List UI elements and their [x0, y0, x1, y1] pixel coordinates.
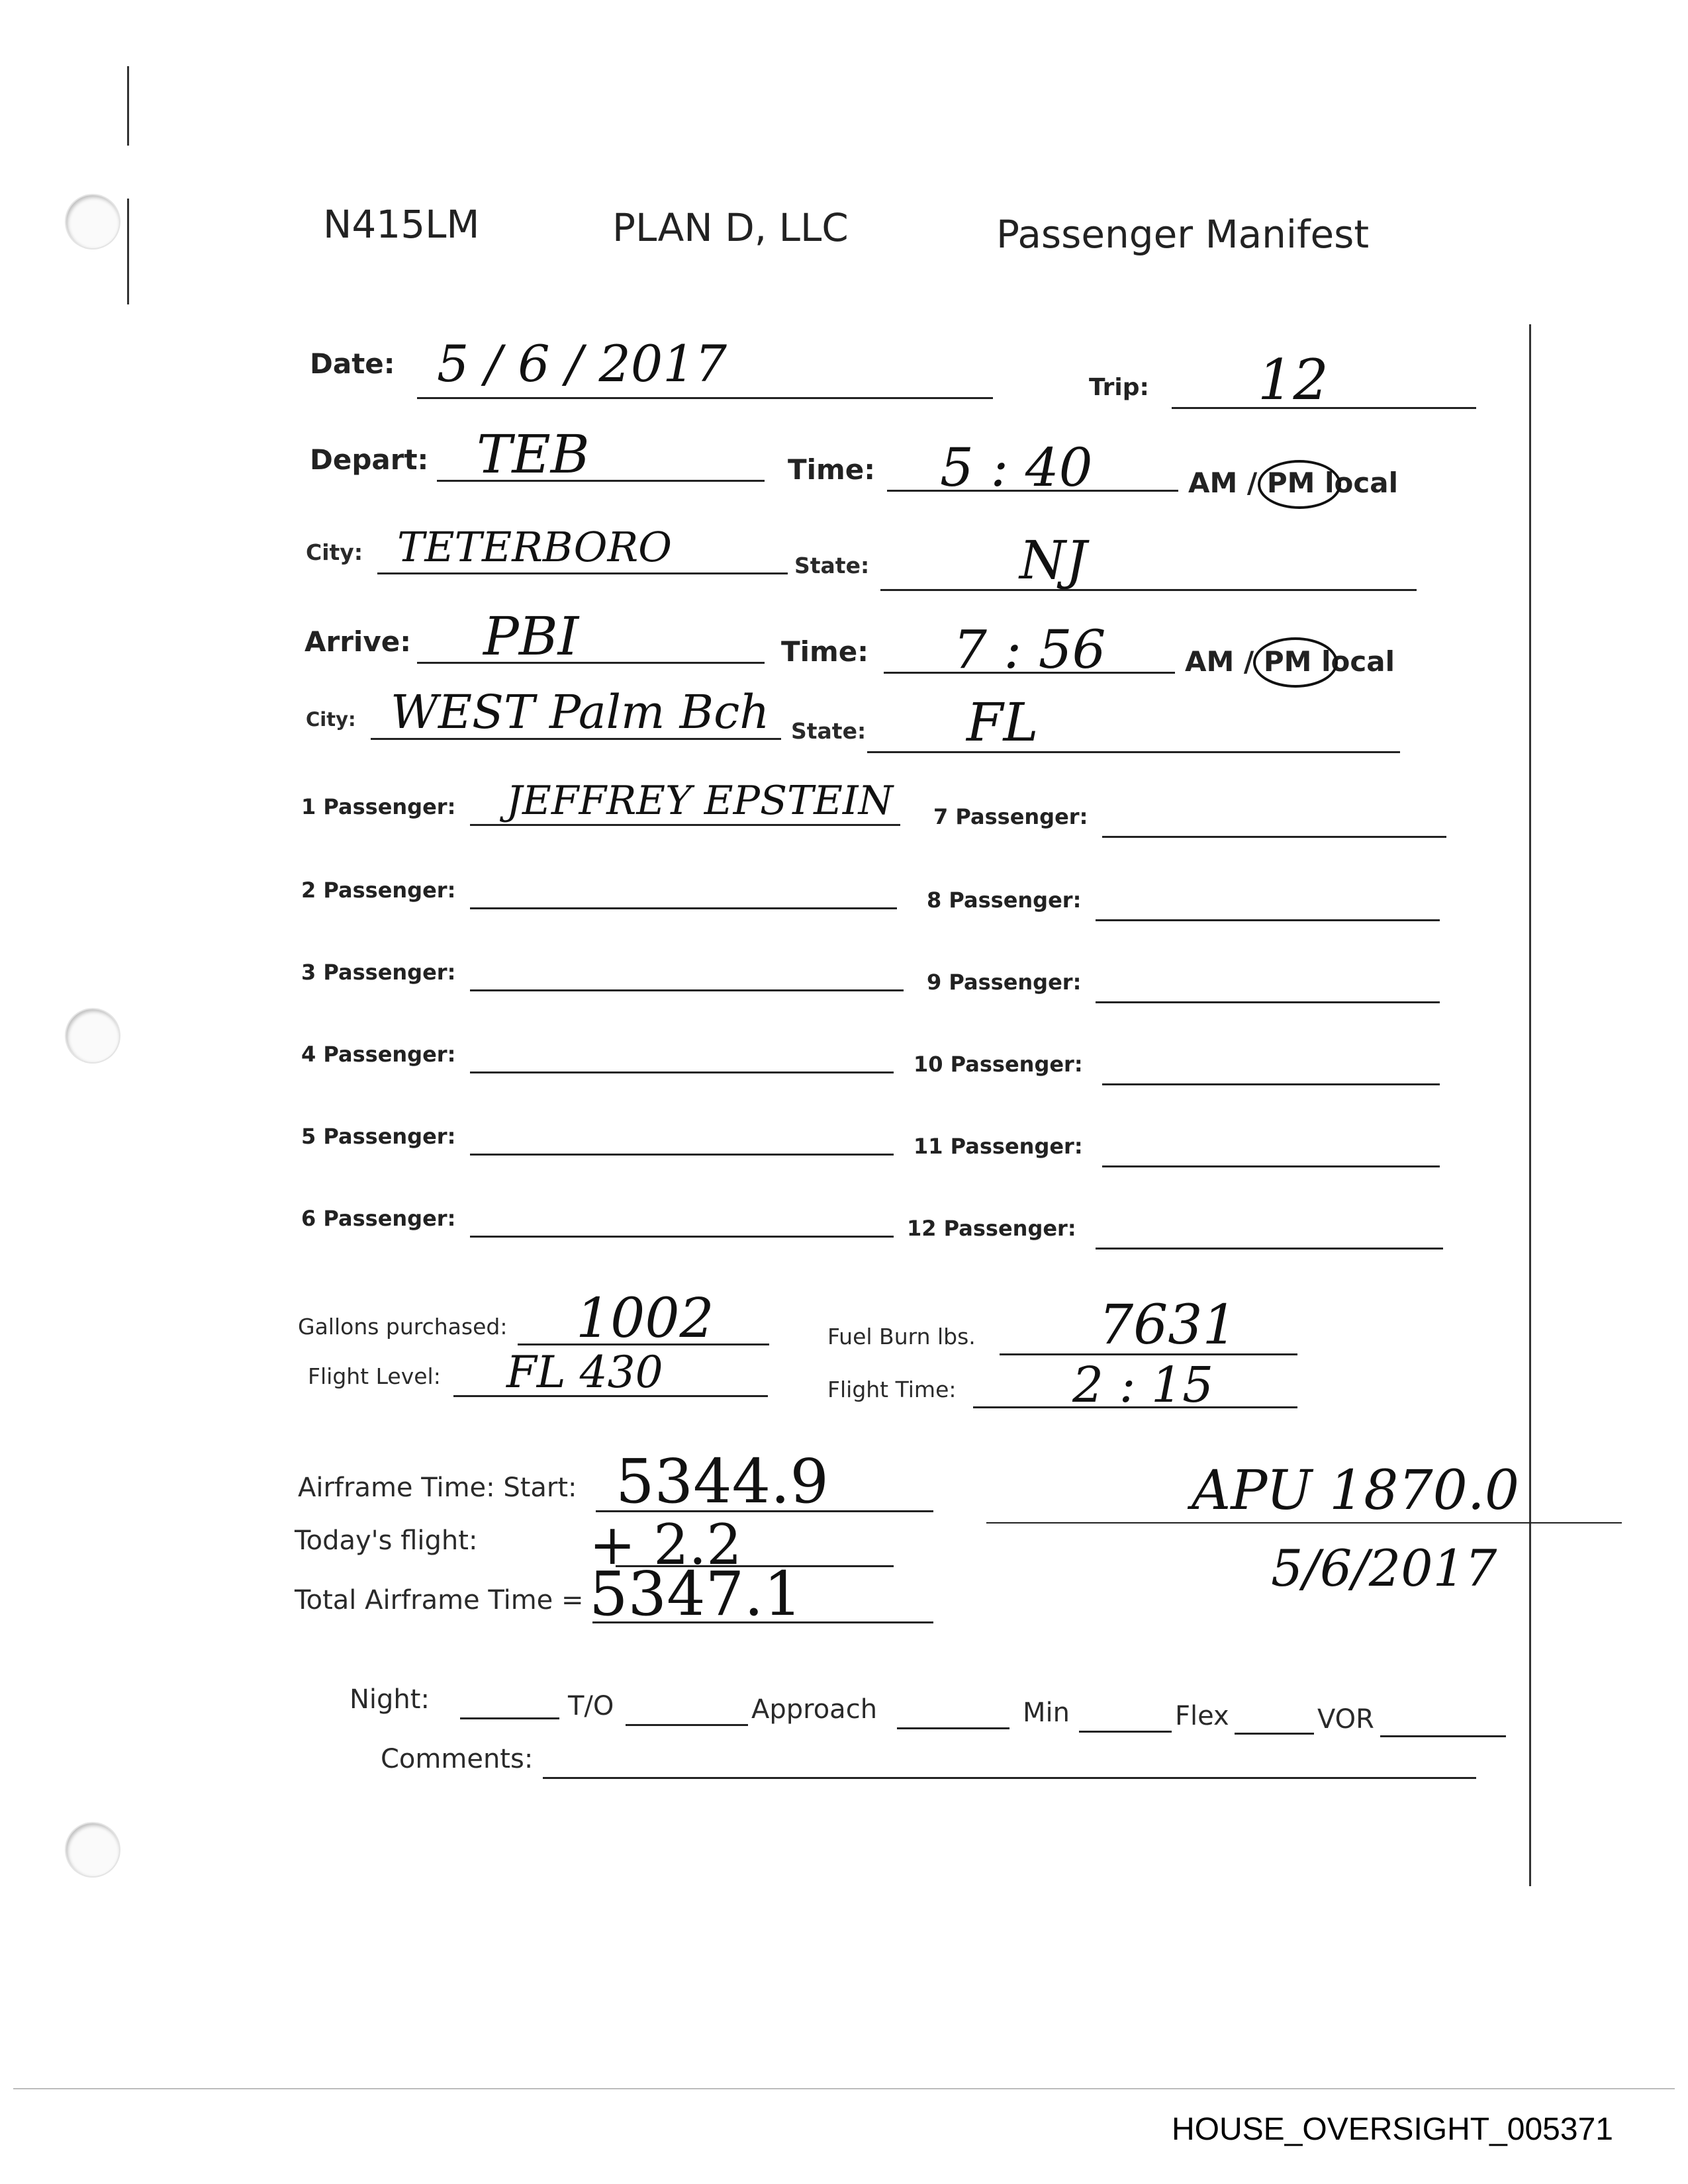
scan-edge-left — [127, 66, 129, 146]
binder-hole-bottom — [66, 1823, 119, 1876]
arrive-state-value[interactable]: FL — [966, 692, 1039, 753]
date-value[interactable]: 5 / 6 / 2017 — [437, 334, 727, 393]
arrive-city-label: City: — [306, 708, 356, 731]
passenger-row — [914, 1045, 1450, 1098]
airframe-start-label: Airframe Time: Start: — [298, 1473, 577, 1503]
apu-date[interactable]: 5/6/2017 — [1271, 1539, 1497, 1598]
passengers-left — [301, 778, 930, 1264]
passenger-row — [927, 963, 1450, 1016]
date-line — [417, 397, 993, 399]
trip-value[interactable]: 12 — [1258, 347, 1329, 412]
airframe-start-value[interactable]: 5344.9 — [616, 1446, 829, 1517]
passenger-label: 1 Passenger: — [301, 794, 456, 819]
night-line — [460, 1717, 559, 1719]
arrive-city-value[interactable]: WEST Palm Bch — [391, 685, 770, 739]
passenger-label: 11 Passenger: — [914, 1134, 1083, 1159]
tail-number: N415LM — [323, 202, 480, 247]
arrive-value[interactable]: PBI — [483, 606, 579, 667]
night-label: Night: — [350, 1684, 430, 1715]
passenger-label: 12 Passenger: — [907, 1216, 1076, 1241]
page-bottom-rule — [13, 2088, 1675, 2089]
passenger-label: 6 Passenger: — [301, 1206, 456, 1231]
arrive-ampm-label: AM / PM local — [1185, 645, 1395, 678]
arrive-time-value[interactable]: 7 : 56 — [953, 619, 1106, 680]
passenger-row — [301, 953, 930, 1006]
depart-state-value[interactable]: NJ — [1019, 529, 1088, 591]
passenger-row — [301, 871, 930, 924]
total-airframe-value[interactable]: 5347.1 — [589, 1559, 802, 1629]
depart-value[interactable]: TEB — [477, 424, 590, 485]
page-title: Passenger Manifest — [996, 212, 1370, 257]
depart-label: Depart: — [310, 443, 429, 476]
passenger-line — [470, 989, 904, 991]
depart-state-line — [880, 589, 1417, 591]
company-name: PLAN D, LLC — [612, 205, 849, 250]
passenger-line — [470, 907, 897, 909]
binder-hole-top — [66, 195, 119, 248]
binder-hole-middle — [66, 1009, 119, 1062]
gallons-label: Gallons purchased: — [298, 1314, 508, 1340]
arrive-line — [417, 662, 765, 664]
depart-city-line — [377, 572, 788, 574]
apu-line — [986, 1522, 1622, 1524]
depart-state-label: State: — [794, 553, 870, 578]
passenger-line — [1096, 1248, 1443, 1250]
depart-city-label: City: — [306, 539, 363, 565]
approach-label: Approach — [751, 1694, 878, 1725]
vor-label: VOR — [1317, 1704, 1374, 1735]
passenger-label: 3 Passenger: — [301, 960, 456, 985]
passenger-row — [933, 797, 1456, 850]
passenger-row — [301, 1117, 930, 1170]
arrive-time-label: Time: — [781, 635, 869, 668]
passenger-row — [301, 1199, 930, 1252]
to-label: T/O — [568, 1691, 614, 1721]
approach-line — [897, 1727, 1009, 1729]
trip-label: Trip: — [1089, 374, 1149, 401]
comments-label: Comments: — [381, 1744, 534, 1774]
flight-time-value[interactable]: 2 : 15 — [1072, 1357, 1214, 1414]
total-airframe-label: Total Airframe Time = — [295, 1585, 584, 1615]
flight-time-label: Flight Time: — [827, 1377, 957, 1402]
vor-line — [1380, 1735, 1506, 1737]
bates-number: HOUSE_OVERSIGHT_005371 — [1172, 2112, 1613, 2147]
passenger-label: 7 Passenger: — [933, 804, 1088, 829]
passenger-line — [1102, 1165, 1440, 1167]
passenger-row — [301, 1035, 930, 1088]
passenger-row — [927, 881, 1450, 934]
passenger-line — [470, 1236, 894, 1238]
arrive-state-label: State: — [791, 718, 867, 744]
passenger-row — [907, 1209, 1450, 1262]
passenger-line — [1096, 1001, 1440, 1003]
passenger-line — [1102, 836, 1446, 838]
form-border-right — [1529, 324, 1531, 1886]
passenger-line — [1096, 919, 1440, 921]
passenger-label: 8 Passenger: — [927, 887, 1082, 913]
arrive-label: Arrive: — [305, 625, 411, 658]
min-label: Min — [1023, 1698, 1070, 1728]
todays-flight-label: Today's flight: — [295, 1525, 478, 1556]
flight-level-label: Flight Level: — [308, 1363, 441, 1389]
passenger-line — [1102, 1083, 1440, 1085]
scan-edge-left-2 — [127, 199, 129, 304]
passenger-label: 5 Passenger: — [301, 1124, 456, 1149]
pm-circle-arrive — [1253, 637, 1338, 688]
apu-value[interactable]: APU 1870.0 — [1192, 1459, 1520, 1522]
comments-line — [543, 1777, 1476, 1779]
depart-time-value[interactable]: 5 : 40 — [940, 437, 1093, 498]
passenger-row — [301, 778, 930, 841]
date-label: Date: — [310, 347, 395, 380]
flex-label: Flex — [1175, 1701, 1229, 1731]
fuel-burn-value[interactable]: 7631 — [1099, 1294, 1237, 1357]
gallons-value[interactable]: 1002 — [576, 1287, 714, 1350]
depart-time-label: Time: — [788, 453, 876, 486]
depart-ampm-label: AM / PM local — [1188, 467, 1398, 499]
passenger-line — [470, 1154, 894, 1156]
passenger-line — [470, 1071, 894, 1073]
passenger-name[interactable]: JEFFREY EPSTEIN — [506, 778, 894, 824]
passenger-label: 2 Passenger: — [301, 878, 456, 903]
passenger-label: 10 Passenger: — [914, 1052, 1083, 1077]
pm-circle-depart — [1258, 460, 1341, 509]
min-line — [1079, 1731, 1172, 1733]
passenger-row — [914, 1127, 1450, 1180]
arrive-state-line — [867, 751, 1400, 753]
todays-flight-value[interactable]: + 2.2 — [589, 1512, 742, 1577]
passenger-line — [470, 824, 900, 826]
to-line — [626, 1724, 748, 1726]
depart-city-value[interactable]: TETERBORO — [397, 523, 672, 571]
fuel-burn-label: Fuel Burn lbs. — [827, 1324, 976, 1349]
passenger-label: 9 Passenger: — [927, 970, 1082, 995]
passenger-label: 4 Passenger: — [301, 1042, 456, 1067]
passengers-right — [907, 797, 1456, 1274]
flex-line — [1235, 1733, 1314, 1735]
flight-level-value[interactable]: FL 430 — [506, 1347, 663, 1398]
